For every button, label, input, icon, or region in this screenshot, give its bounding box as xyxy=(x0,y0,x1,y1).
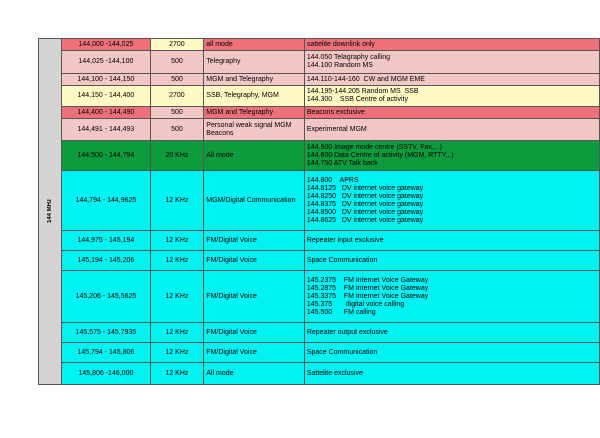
usage-line: Repeater input exclusive xyxy=(306,236,384,244)
bandwidth-cell: 2700 xyxy=(150,39,204,51)
mode-cell xyxy=(204,107,305,119)
bandwidth-cell: 12 KHz xyxy=(150,363,204,385)
usage-line: 144.050 Telagraphy calling xyxy=(306,54,390,61)
usage-line: Experimental MGM xyxy=(306,125,367,133)
band-plan-body xyxy=(39,39,600,385)
usage-cell xyxy=(304,363,599,385)
usage-line: Space Communication xyxy=(306,348,378,356)
frequency-range-cell: 144,150 - 144,400 xyxy=(62,86,150,107)
frequency-range-cell: 145,575 - 145,7935 xyxy=(62,323,150,343)
band-row xyxy=(39,86,600,107)
mode-cell xyxy=(204,74,305,86)
usage-line: Beacons exclusive xyxy=(306,108,365,116)
mode-cell xyxy=(204,323,305,343)
usage-line: 144.100 Random MS xyxy=(306,62,373,69)
mode-cell xyxy=(204,51,305,74)
frequency-range-cell: 144,100 - 144,150 xyxy=(62,74,150,86)
usage-line: 144.8125 DV internet voice gateway xyxy=(306,184,424,192)
band-label-cell xyxy=(39,39,62,385)
band-row xyxy=(39,107,600,119)
mode-line: MGM and Telegraphy xyxy=(206,108,274,116)
frequency-range-cell: 144,000 -144,025 xyxy=(62,39,150,51)
band-row xyxy=(39,119,600,141)
frequency-range-cell: 145,806 -146,000 xyxy=(62,363,150,385)
usage-cell xyxy=(304,323,599,343)
band-row xyxy=(39,231,600,251)
usage-line: Space Communication xyxy=(306,256,378,264)
frequency-range-cell: 144,400 - 144,490 xyxy=(62,107,150,119)
mode-cell xyxy=(204,39,305,51)
usage-cell xyxy=(304,39,599,51)
mode-line: All mode xyxy=(206,369,234,377)
usage-cell xyxy=(304,74,599,86)
usage-line: 144.500 Image mode centre (SSTV, Fax,...) xyxy=(306,143,442,151)
usage-line: 144.600 Data Centre of activity (MGM, RTTY,..) xyxy=(306,151,454,159)
mode-line: FM/Digital Voice xyxy=(206,292,257,300)
bandwidth-cell: 2700 xyxy=(150,86,204,107)
mode-cell xyxy=(204,343,305,363)
usage-line: 144.195-144.205 Random MS SSB xyxy=(306,88,419,95)
frequency-range-cell: 145,206 - 145,5625 xyxy=(62,271,150,323)
usage-line: 144.300 SSB Centre of activity xyxy=(306,96,408,103)
bandwidth-cell: 12 KHz xyxy=(150,171,204,231)
usage-line: 145.500 FM calling xyxy=(306,308,376,316)
usage-line: 144.8250 DV internet voice gateway xyxy=(306,192,424,200)
mode-cell xyxy=(204,86,305,107)
band-row xyxy=(39,39,600,51)
mode-line: FM/Digital Voice xyxy=(206,256,257,264)
usage-cell xyxy=(304,231,599,251)
bandwidth-cell: 500 xyxy=(150,119,204,141)
usage-line: 145.2375 FM Internet Voice Gateway xyxy=(306,276,429,284)
usage-cell xyxy=(304,119,599,141)
mode-line: FM/Digital Voice xyxy=(206,236,257,244)
usage-line: 144.8375 DV internet voice gateway xyxy=(306,200,424,208)
mode-line: FM/Digital Voice xyxy=(206,328,257,336)
mode-cell xyxy=(204,119,305,141)
mode-line: MGM/Digital Communication xyxy=(206,196,296,204)
usage-line: 144.750 ATV Talk back xyxy=(306,159,378,167)
bandwidth-cell: 12 KHz xyxy=(150,271,204,323)
bandwidth-cell: 500 xyxy=(150,107,204,119)
frequency-range-cell: 144,491 - 144,493 xyxy=(62,119,150,141)
band-row xyxy=(39,343,600,363)
usage-line: Repeater output exclusive xyxy=(306,328,388,336)
band-row xyxy=(39,363,600,385)
mode-cell xyxy=(204,171,305,231)
usage-line: 145.2875 FM Internet Voice Gateway xyxy=(306,284,429,292)
usage-cell xyxy=(304,343,599,363)
usage-line: sattelite downlink only xyxy=(306,40,375,48)
usage-cell xyxy=(304,271,599,323)
usage-cell xyxy=(304,86,599,107)
mode-line: MGM and Telegraphy xyxy=(206,75,274,83)
mode-line: Personal weak signal MGM xyxy=(206,121,292,129)
frequency-range-cell: 145,194 - 145,206 xyxy=(62,251,150,271)
mode-line: Beacons xyxy=(206,129,234,137)
bandwidth-cell: 12 KHz xyxy=(150,251,204,271)
bandwidth-cell: 12 KHz xyxy=(150,323,204,343)
usage-cell xyxy=(304,251,599,271)
usage-line: 144.110-144-160 CW and MGM EME xyxy=(306,75,425,83)
band-row xyxy=(39,74,600,86)
band-row xyxy=(39,51,600,74)
usage-cell xyxy=(304,141,599,171)
bandwidth-cell: 12 KHz xyxy=(150,343,204,363)
usage-cell xyxy=(304,51,599,74)
mode-cell xyxy=(204,231,305,251)
mode-cell xyxy=(204,363,305,385)
band-row xyxy=(39,171,600,231)
band-row xyxy=(39,271,600,323)
usage-line: Sattelite exclusive xyxy=(306,369,363,377)
frequency-range-cell: 144,025 -144,100 xyxy=(62,51,150,74)
mode-line: SSB, Telegraphy, MGM xyxy=(206,92,279,99)
mode-cell xyxy=(204,141,305,171)
mode-line: all mode xyxy=(206,40,233,48)
bandwidth-cell: 500 xyxy=(150,51,204,74)
band-row xyxy=(39,323,600,343)
mode-line: FM/Digital Voice xyxy=(206,348,257,356)
usage-line: 144.8500 DV internet voice gateway xyxy=(306,208,424,216)
usage-line: 144.800 APRS xyxy=(306,176,359,184)
mode-cell xyxy=(204,251,305,271)
bandwidth-cell: 12 KHz xyxy=(150,231,204,251)
mode-line: All mode xyxy=(206,151,234,159)
band-label: 144 MHz xyxy=(47,199,54,224)
bandwidth-cell: 20 KHz xyxy=(150,141,204,171)
usage-cell xyxy=(304,107,599,119)
band-row xyxy=(39,251,600,271)
usage-line: 145.3375 FM Internet Voice Gateway xyxy=(306,292,429,300)
usage-line: 145.375 digital voice calling xyxy=(306,300,405,308)
frequency-range-cell: 144,975 - 145,194 xyxy=(62,231,150,251)
band-plan-table xyxy=(38,38,600,385)
mode-line: Telegraphy xyxy=(206,58,241,65)
frequency-range-cell: 145,794 - 145,806 xyxy=(62,343,150,363)
usage-cell xyxy=(304,171,599,231)
bandwidth-cell: 500 xyxy=(150,74,204,86)
frequency-range-cell: 144,500 - 144,794 xyxy=(62,141,150,171)
frequency-range-cell: 144,794 - 144,9625 xyxy=(62,171,150,231)
mode-cell xyxy=(204,271,305,323)
band-row xyxy=(39,141,600,171)
usage-line: 144.8625 DV internet voice gateway xyxy=(306,216,424,224)
